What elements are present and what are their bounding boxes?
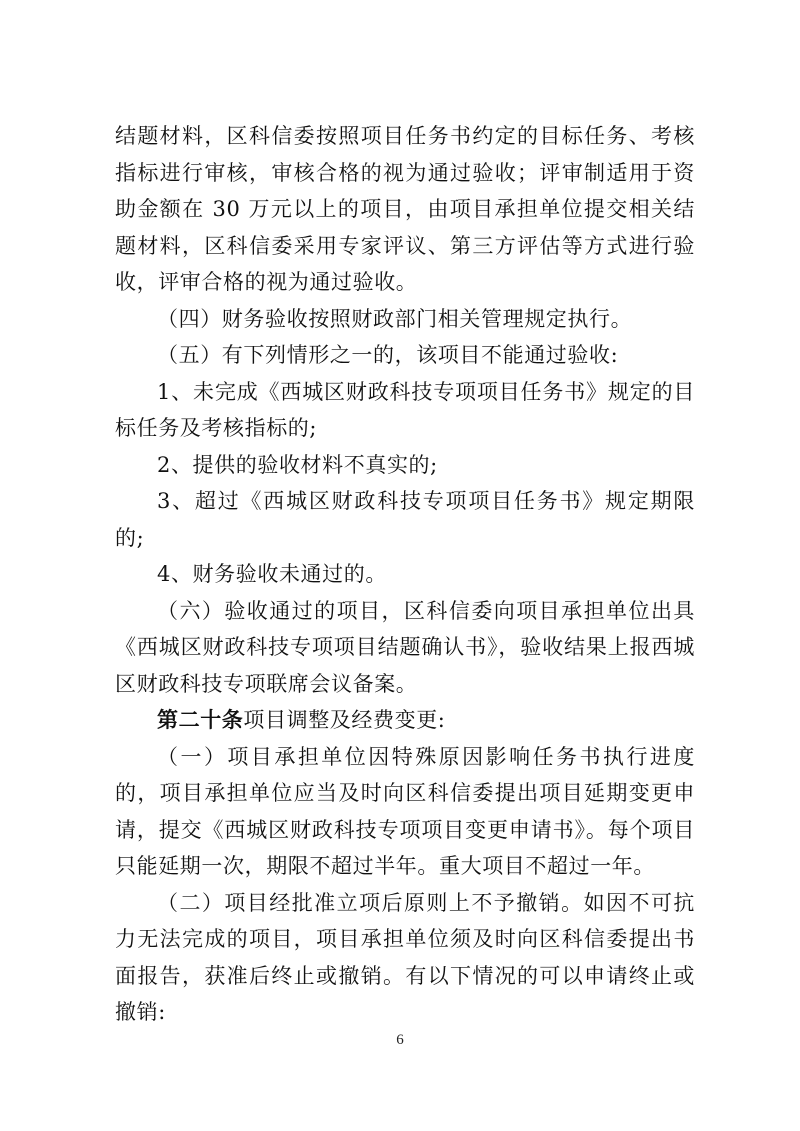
paragraph-text: 3、超过《西城区财政科技专项项目任务书》规定期限的; <box>115 489 695 550</box>
paragraph-3 <box>115 337 695 374</box>
paragraph-11 <box>115 885 695 1031</box>
paragraph-text: （二）项目经批准立项后原则上不予撤销。如因不可抗力无法完成的项目，项目承担单位须及时向区科信委提出书面报告，获准后终止或撤销。有以下情况的可以申请终止或撤销: <box>115 890 695 1024</box>
paragraph-6 <box>115 483 695 556</box>
paragraph-5 <box>115 447 695 484</box>
article-heading <box>115 702 695 739</box>
paragraph-text: （六）验收通过的项目，区科信委向项目承担单位出具《西城区财政科技专项项目结题确认书》，验收结果上报西城区财政科技专项联席会议备案。 <box>115 598 695 696</box>
paragraph-text: 项目调整及经费变更: <box>243 708 446 732</box>
paragraph-2 <box>115 301 695 338</box>
article-number: 第二十条 <box>157 707 244 732</box>
paragraph-10 <box>115 739 695 885</box>
paragraph-text: 结题材料，区科信委按照项目任务书约定的目标任务、考核指标进行审核，审核合格的视为通过验收；评审制适用于资助金额在 30 万元以上的项目，由项目承担单位提交相关结题材料，区科信委采用专家评议、第三方评估等方式进行验收，评审合格的视为通过验收。 <box>115 124 695 294</box>
paragraph-text: （一）项目承担单位因特殊原因影响任务书执行进度的，项目承担单位应当及时向区科信委提出项目延期变更申请，提交《西城区财政科技专项项目变更申请书》。每个项目只能延期一次，期限不超过半年。重大项目不超过一年。 <box>115 744 695 878</box>
paragraph-text: 4、财务验收未通过的。 <box>157 562 387 586</box>
paragraph-text: 1、未完成《西城区财政科技专项项目任务书》规定的目标任务及考核指标的; <box>115 379 695 440</box>
paragraph-text: 2、提供的验收材料不真实的; <box>157 452 438 477</box>
document-body <box>115 118 695 1031</box>
paragraph-8 <box>115 593 695 703</box>
page-number: 6 <box>396 1032 404 1048</box>
paragraph-1 <box>115 118 695 301</box>
paragraph-text: （五）有下列情形之一的，该项目不能通过验收: <box>157 343 619 367</box>
paragraph-4 <box>115 374 695 447</box>
paragraph-7 <box>115 556 695 593</box>
paragraph-text: （四）财务验收按照财政部门相关管理规定执行。 <box>157 306 633 331</box>
